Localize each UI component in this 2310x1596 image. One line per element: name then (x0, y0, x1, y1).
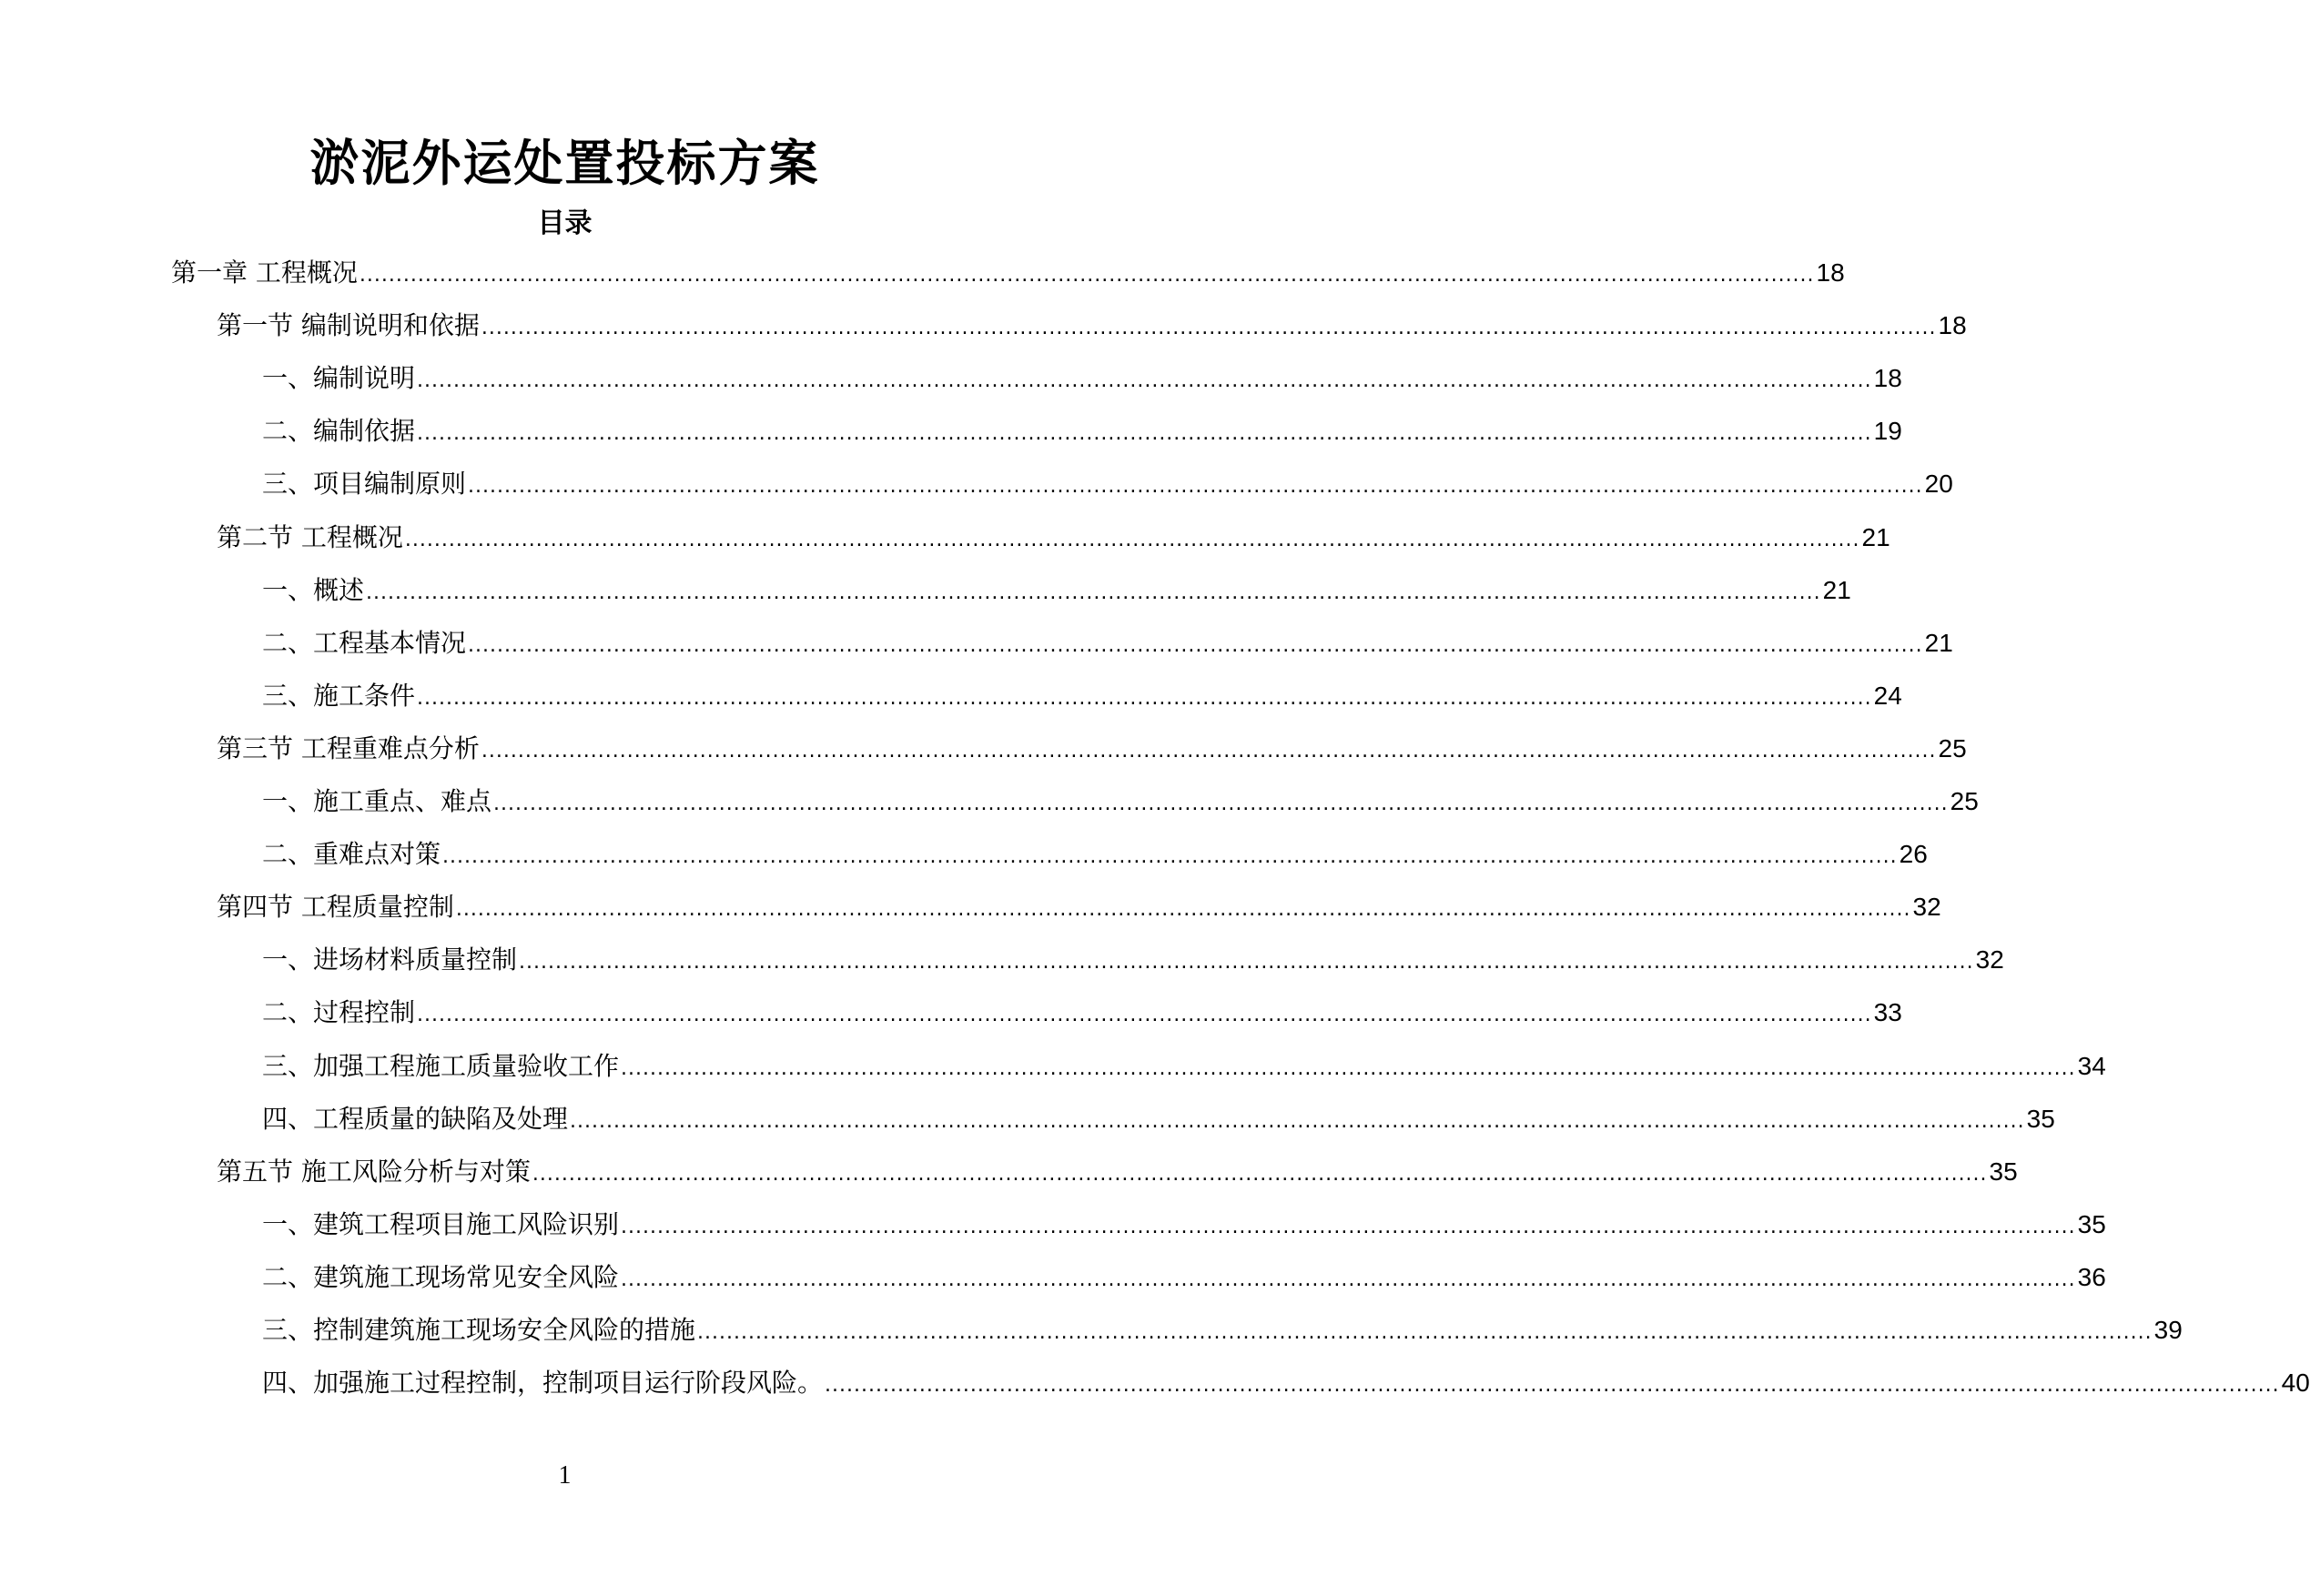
toc-entry-page: 20 (1924, 470, 1953, 499)
toc-entry-label: 一、建筑工程项目施工风险识别 (262, 1208, 620, 1239)
toc-entry-page: 32 (1975, 945, 2004, 975)
toc-entry-label: 四、加强施工过程控制，控制项目运行阶段风险。 (262, 1368, 824, 1399)
toc-leader-dots: ........................................................................................................................................................................................................ (825, 1374, 2280, 1398)
toc-entry-label: 二、编制依据 (262, 416, 416, 447)
toc-leader-dots: ........................................................................................................................................................................................................ (570, 1109, 2025, 1133)
toc-leader-dots: ........................................................................................................................................................................................................ (417, 369, 1872, 393)
toc-entry-page: 19 (1873, 417, 1902, 446)
toc-entry-page: 18 (1938, 311, 1967, 340)
toc-entry-label: 二、过程控制 (262, 997, 416, 1028)
toc-entry[interactable] (217, 731, 1967, 767)
toc-entry[interactable] (262, 1101, 2055, 1137)
toc-entry[interactable] (262, 1207, 2106, 1243)
toc-leader-dots: ........................................................................................................................................................................................................ (621, 1215, 2076, 1238)
toc-entry-page: 21 (1822, 575, 1851, 604)
toc-entry-page: 25 (1938, 733, 1967, 763)
toc-leader-dots: ........................................................................................................................................................................................................ (417, 1004, 1872, 1027)
toc-leader-dots: ........................................................................................................................................................................................................ (468, 633, 1923, 657)
toc-entry-page: 18 (1816, 258, 1845, 287)
toc-entry-label: 第四节 工程质量控制 (217, 892, 454, 923)
toc-entry-label: 二、重难点对策 (262, 839, 441, 870)
toc-entry[interactable] (262, 678, 1902, 714)
toc-entry-page: 33 (1873, 998, 1902, 1027)
toc-leader-dots: ........................................................................................................................................................................................................ (366, 581, 1821, 604)
toc-entry-label: 三、施工条件 (262, 680, 416, 711)
toc-leader-dots: ........................................................................................................................................................................................................ (455, 898, 1911, 922)
toc-entry[interactable] (217, 520, 1890, 556)
toc-entry[interactable] (262, 1048, 2106, 1085)
toc-entry-page: 36 (2077, 1262, 2106, 1291)
toc-entry-label: 第一节 编制说明和依据 (217, 310, 480, 341)
toc-entry-label: 三、加强工程施工质量验收工作 (262, 1050, 620, 1081)
toc-entry[interactable] (262, 466, 1953, 502)
toc-entry-label: 第一章 工程概况 (171, 258, 358, 288)
toc-entry-label: 一、概述 (262, 574, 365, 605)
toc-entry-label: 二、工程基本情况 (262, 627, 467, 658)
document-title: 淤泥外运处置投标方案 (309, 135, 820, 192)
toc-leader-dots: ........................................................................................................................................................................................................ (417, 422, 1872, 446)
toc-entry-page: 35 (2026, 1104, 2055, 1133)
toc-entry[interactable] (217, 308, 1967, 344)
toc-leader-dots: ........................................................................................................................................................................................................ (519, 951, 1974, 975)
toc-entry-label: 一、施工重点、难点 (262, 786, 492, 816)
page-number: 1 (558, 1461, 572, 1490)
toc-entry-label: 第五节 施工风险分析与对策 (217, 1156, 531, 1187)
toc-entry[interactable] (262, 1259, 2106, 1296)
toc-entry-page: 32 (1912, 893, 1941, 922)
toc-heading: 目录 (537, 207, 593, 239)
toc-leader-dots: ........................................................................................................................................................................................................ (621, 1056, 2076, 1080)
toc-entry-label: 第三节 工程重难点分析 (217, 732, 480, 763)
toc-entry[interactable] (262, 625, 1953, 662)
toc-leader-dots: ........................................................................................................................................................................................................ (532, 1162, 1988, 1186)
toc-entry-label: 一、编制说明 (262, 363, 416, 394)
toc-entry[interactable] (262, 572, 1851, 609)
toc-leader-dots: ........................................................................................................................................................................................................ (481, 317, 1937, 340)
toc-entry[interactable] (217, 1154, 2018, 1190)
toc-entry-page: 35 (2077, 1209, 2106, 1238)
toc-entry[interactable] (262, 360, 1902, 397)
toc-entry-page: 34 (2077, 1051, 2106, 1080)
toc-entry[interactable] (217, 889, 1941, 925)
toc-leader-dots: ........................................................................................................................................................................................................ (481, 739, 1937, 763)
toc-entry-label: 第二节 工程概况 (217, 521, 403, 552)
toc-leader-dots: ........................................................................................................................................................................................................ (468, 475, 1923, 499)
toc-leader-dots: ........................................................................................................................................................................................................ (404, 528, 1860, 551)
toc-entry-page: 39 (2153, 1316, 2183, 1344)
toc-entry-page: 40 (2281, 1369, 2310, 1398)
toc-entry-label: 三、项目编制原则 (262, 469, 467, 500)
toc-entry[interactable] (262, 413, 1902, 450)
toc-leader-dots: ........................................................................................................................................................................................................ (442, 845, 1898, 869)
toc-leader-dots: ........................................................................................................................................................................................................ (697, 1321, 2153, 1344)
toc-entry-page: 26 (1899, 840, 1928, 869)
toc-entry-page: 25 (1950, 787, 1979, 815)
toc-entry-page: 35 (1989, 1157, 2018, 1186)
toc-entry-page: 21 (1861, 522, 1890, 551)
toc-leader-dots: ........................................................................................................................................................................................................ (493, 793, 1949, 815)
toc-entry-page: 18 (1873, 364, 1902, 393)
toc-entry-page: 21 (1924, 628, 1953, 657)
toc-entry[interactable] (262, 942, 2004, 978)
toc-entry-label: 一、进场材料质量控制 (262, 944, 518, 975)
toc-entry-label: 三、控制建筑施工现场安全风险的措施 (262, 1315, 696, 1345)
toc-entry-label: 四、工程质量的缺陷及处理 (262, 1103, 569, 1134)
toc-entry[interactable] (262, 1312, 2183, 1349)
toc-entry-label: 二、建筑施工现场常见安全风险 (262, 1261, 620, 1292)
toc-leader-dots: ........................................................................................................................................................................................................ (417, 686, 1872, 710)
toc-entry[interactable] (171, 255, 1845, 291)
toc-leader-dots: ........................................................................................................................................................................................................ (359, 264, 1815, 287)
toc-leader-dots: ........................................................................................................................................................................................................ (621, 1268, 2076, 1291)
toc-entry[interactable] (262, 836, 1928, 873)
toc-entry-page: 24 (1873, 681, 1902, 710)
toc-entry[interactable] (262, 783, 1979, 820)
toc-entry[interactable] (262, 995, 1902, 1031)
toc-entry[interactable] (262, 1365, 2310, 1401)
